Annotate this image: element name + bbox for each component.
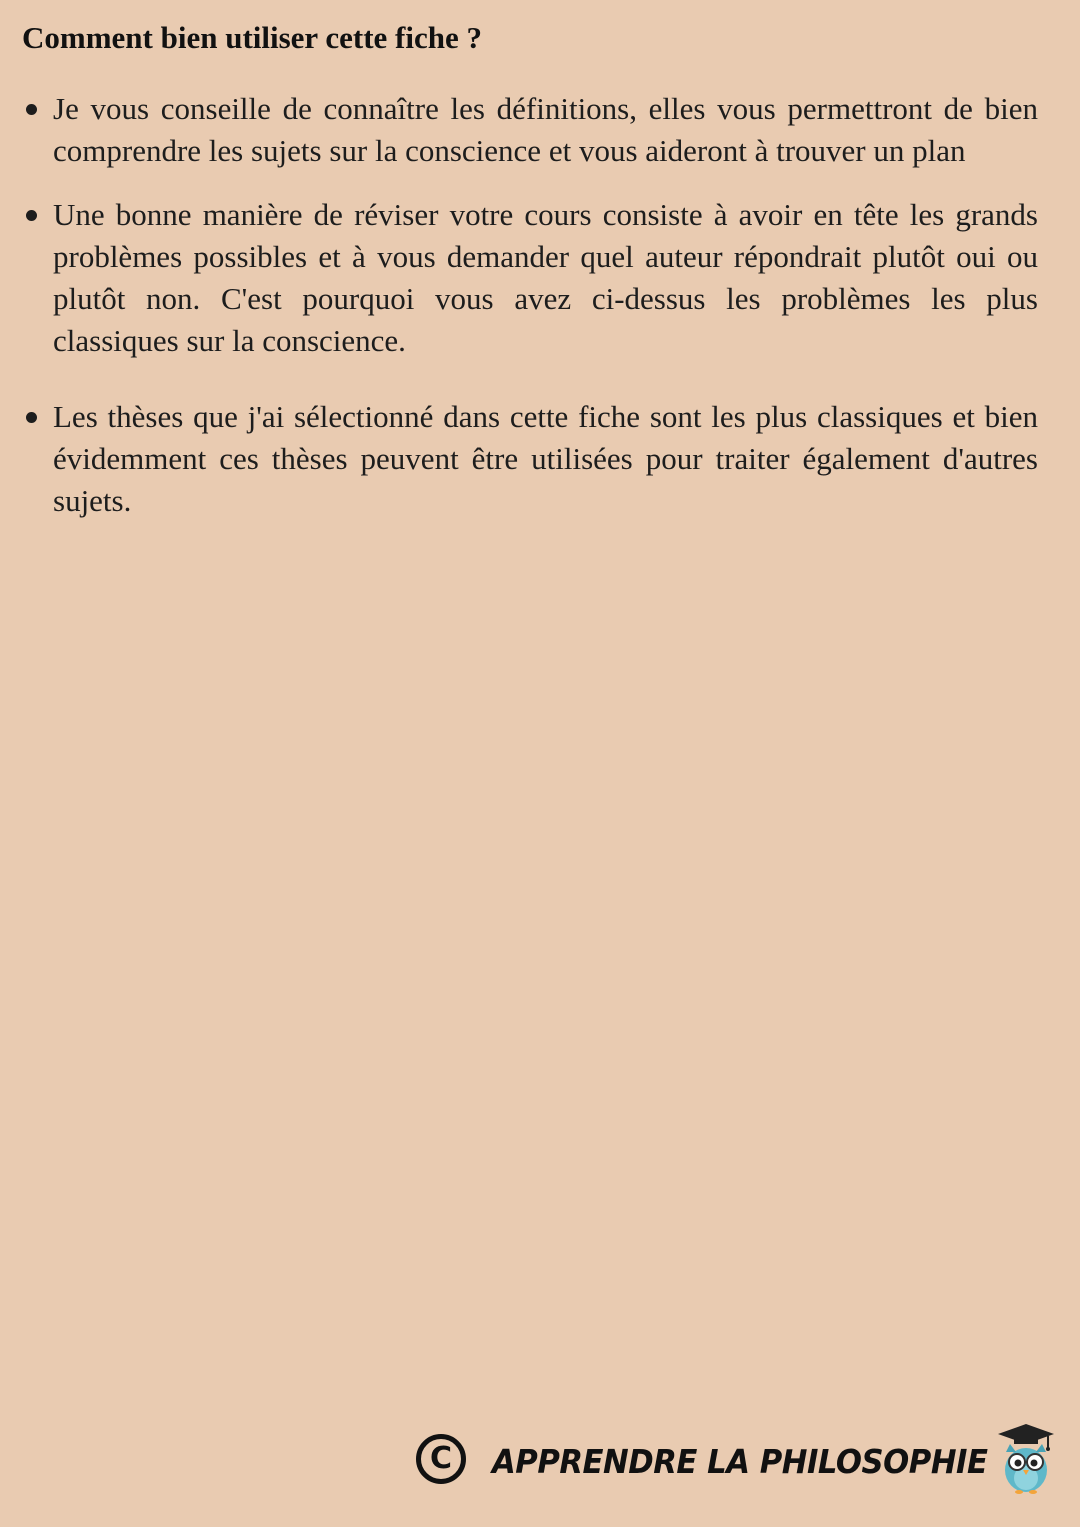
page-title: Comment bien utiliser cette fiche ? [22, 20, 483, 55]
list-item [22, 396, 1038, 522]
brand-name: APPRENDRE LA PHILOSOPHIE [492, 1442, 988, 1481]
copyright-icon [416, 1434, 466, 1484]
bullet-icon [26, 210, 37, 221]
list-item-text: Une bonne manière de réviser votre cours consiste à avoir en tête les grands problèmes possibles et à vous demander quel auteur répondrait plutôt oui ou plutôt non. C'est pourquoi vous avez ci-dessus les problèmes les plus classiques sur la conscience. [53, 197, 1038, 358]
list-item [22, 88, 1038, 172]
tips-list [22, 88, 1038, 522]
footer-brand [416, 1430, 1056, 1500]
owl-graduate-icon [996, 1422, 1056, 1494]
bullet-icon [26, 412, 37, 423]
copyright-symbol: C [429, 1441, 453, 1476]
list-item-text: Les thèses que j'ai sélectionné dans cette fiche sont les plus classiques et bien évidemment ces thèses peuvent être utilisées pour traiter également d'autres sujets. [53, 399, 1038, 518]
bullet-icon [26, 104, 37, 115]
list-item [22, 194, 1038, 362]
list-item-text: Je vous conseille de connaître les définitions, elles vous permettront de bien comprendre les sujets sur la conscience et vous aideront à trouver un plan [53, 91, 1038, 168]
